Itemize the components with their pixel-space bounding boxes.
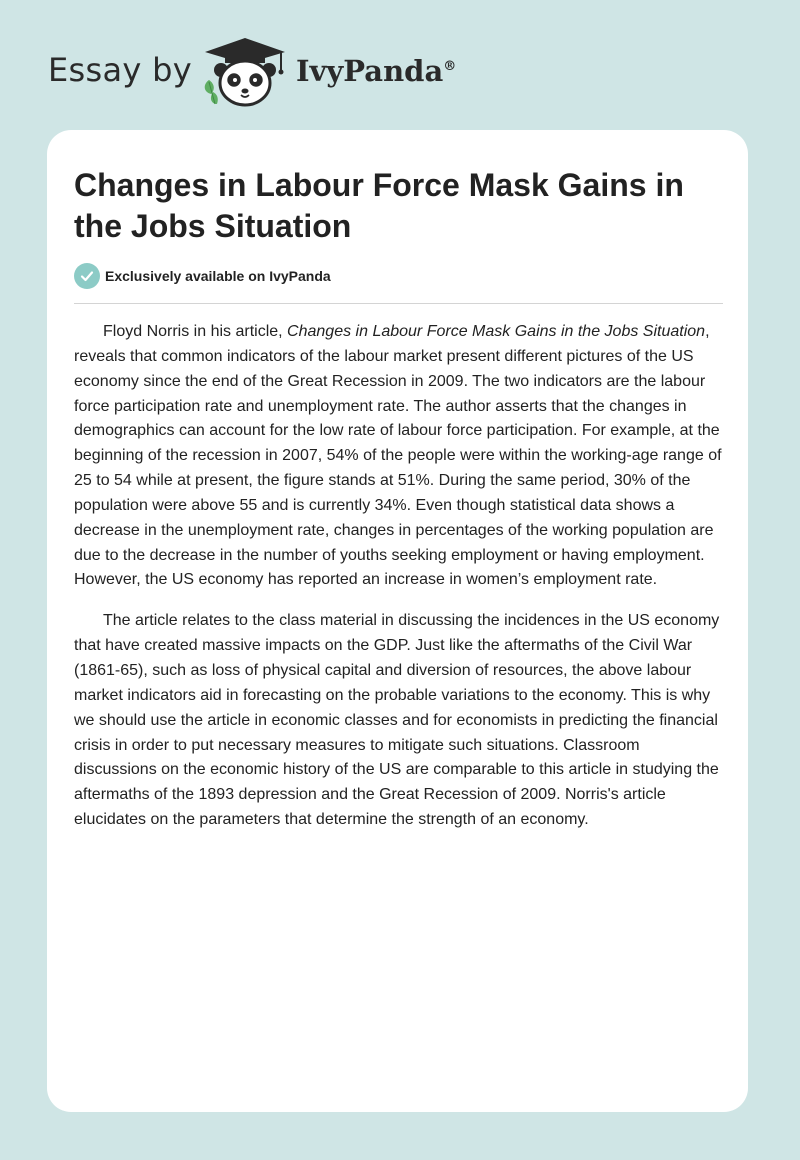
- essay-body: [74, 320, 725, 849]
- paragraph-2: The article relates to the class material in discussing the incidences in the US economy that have created massive impacts on the GDP. Just like the aftermaths of the Civil War (1861-65), such as loss of physical capital and diversion of resources, the above labour market indicators aid in forecasting on the probable variations to the economy. This is why we should use the article in economic classes and for economists in predicting the financial crisis in order to put necessary measures to mitigate such situations. Classroom discussions on the economic history of the US are comparable to this article in studying the aftermaths of the 1893 depression and the Great Recession of 2009. Norris's article elucidates on the parameters that determine the strength of an economy.: [74, 612, 720, 829]
- paragraph-1-intro: Floyd Norris in his article,: [103, 323, 288, 340]
- badge-label: Exclusively available on IvyPanda: [105, 268, 331, 284]
- checkmark-icon: [74, 263, 100, 289]
- brand-text: IvyPanda: [296, 54, 444, 88]
- page-title: Changes in Labour Force Mask Gains in the Jobs Situation: [74, 167, 684, 244]
- panda-graduate-logo-icon[interactable]: [201, 36, 293, 110]
- registered-mark: ®: [443, 59, 457, 74]
- article-title-reference: Changes in Labour Force Mask Gains in the Jobs Situation: [287, 323, 706, 340]
- divider: [74, 303, 723, 304]
- essay-card: [47, 130, 748, 1112]
- site-header: [0, 0, 800, 120]
- paragraph-1-rest: , reveals that common indicators of the labour market present different pictures of the US economy since the end of the Great Recession in 2009. The two indicators are the labour force participation rate and unemployment rate. The author asserts that the changes in demographics can account for the low rate of labour force participation. For example, at the beginning of the recession in 2007, 54% of the people were within the working-age range of 25 to 54 while at present, the figure stands at 51%. During the same period, 30% of the population were above 55 and is currently 34%. Even though statistical data shows a decrease in the unemployment rate, changes in percentages of the working population are due to the decrease in the number of youths seeking employment or having employment. However, the US economy has reported an increase in women’s employment rate.: [74, 323, 722, 589]
- essay-by-label: Essay by: [48, 51, 192, 89]
- brand-name[interactable]: [296, 53, 456, 89]
- exclusive-badge: [74, 263, 331, 289]
- paragraph-1: [74, 320, 725, 593]
